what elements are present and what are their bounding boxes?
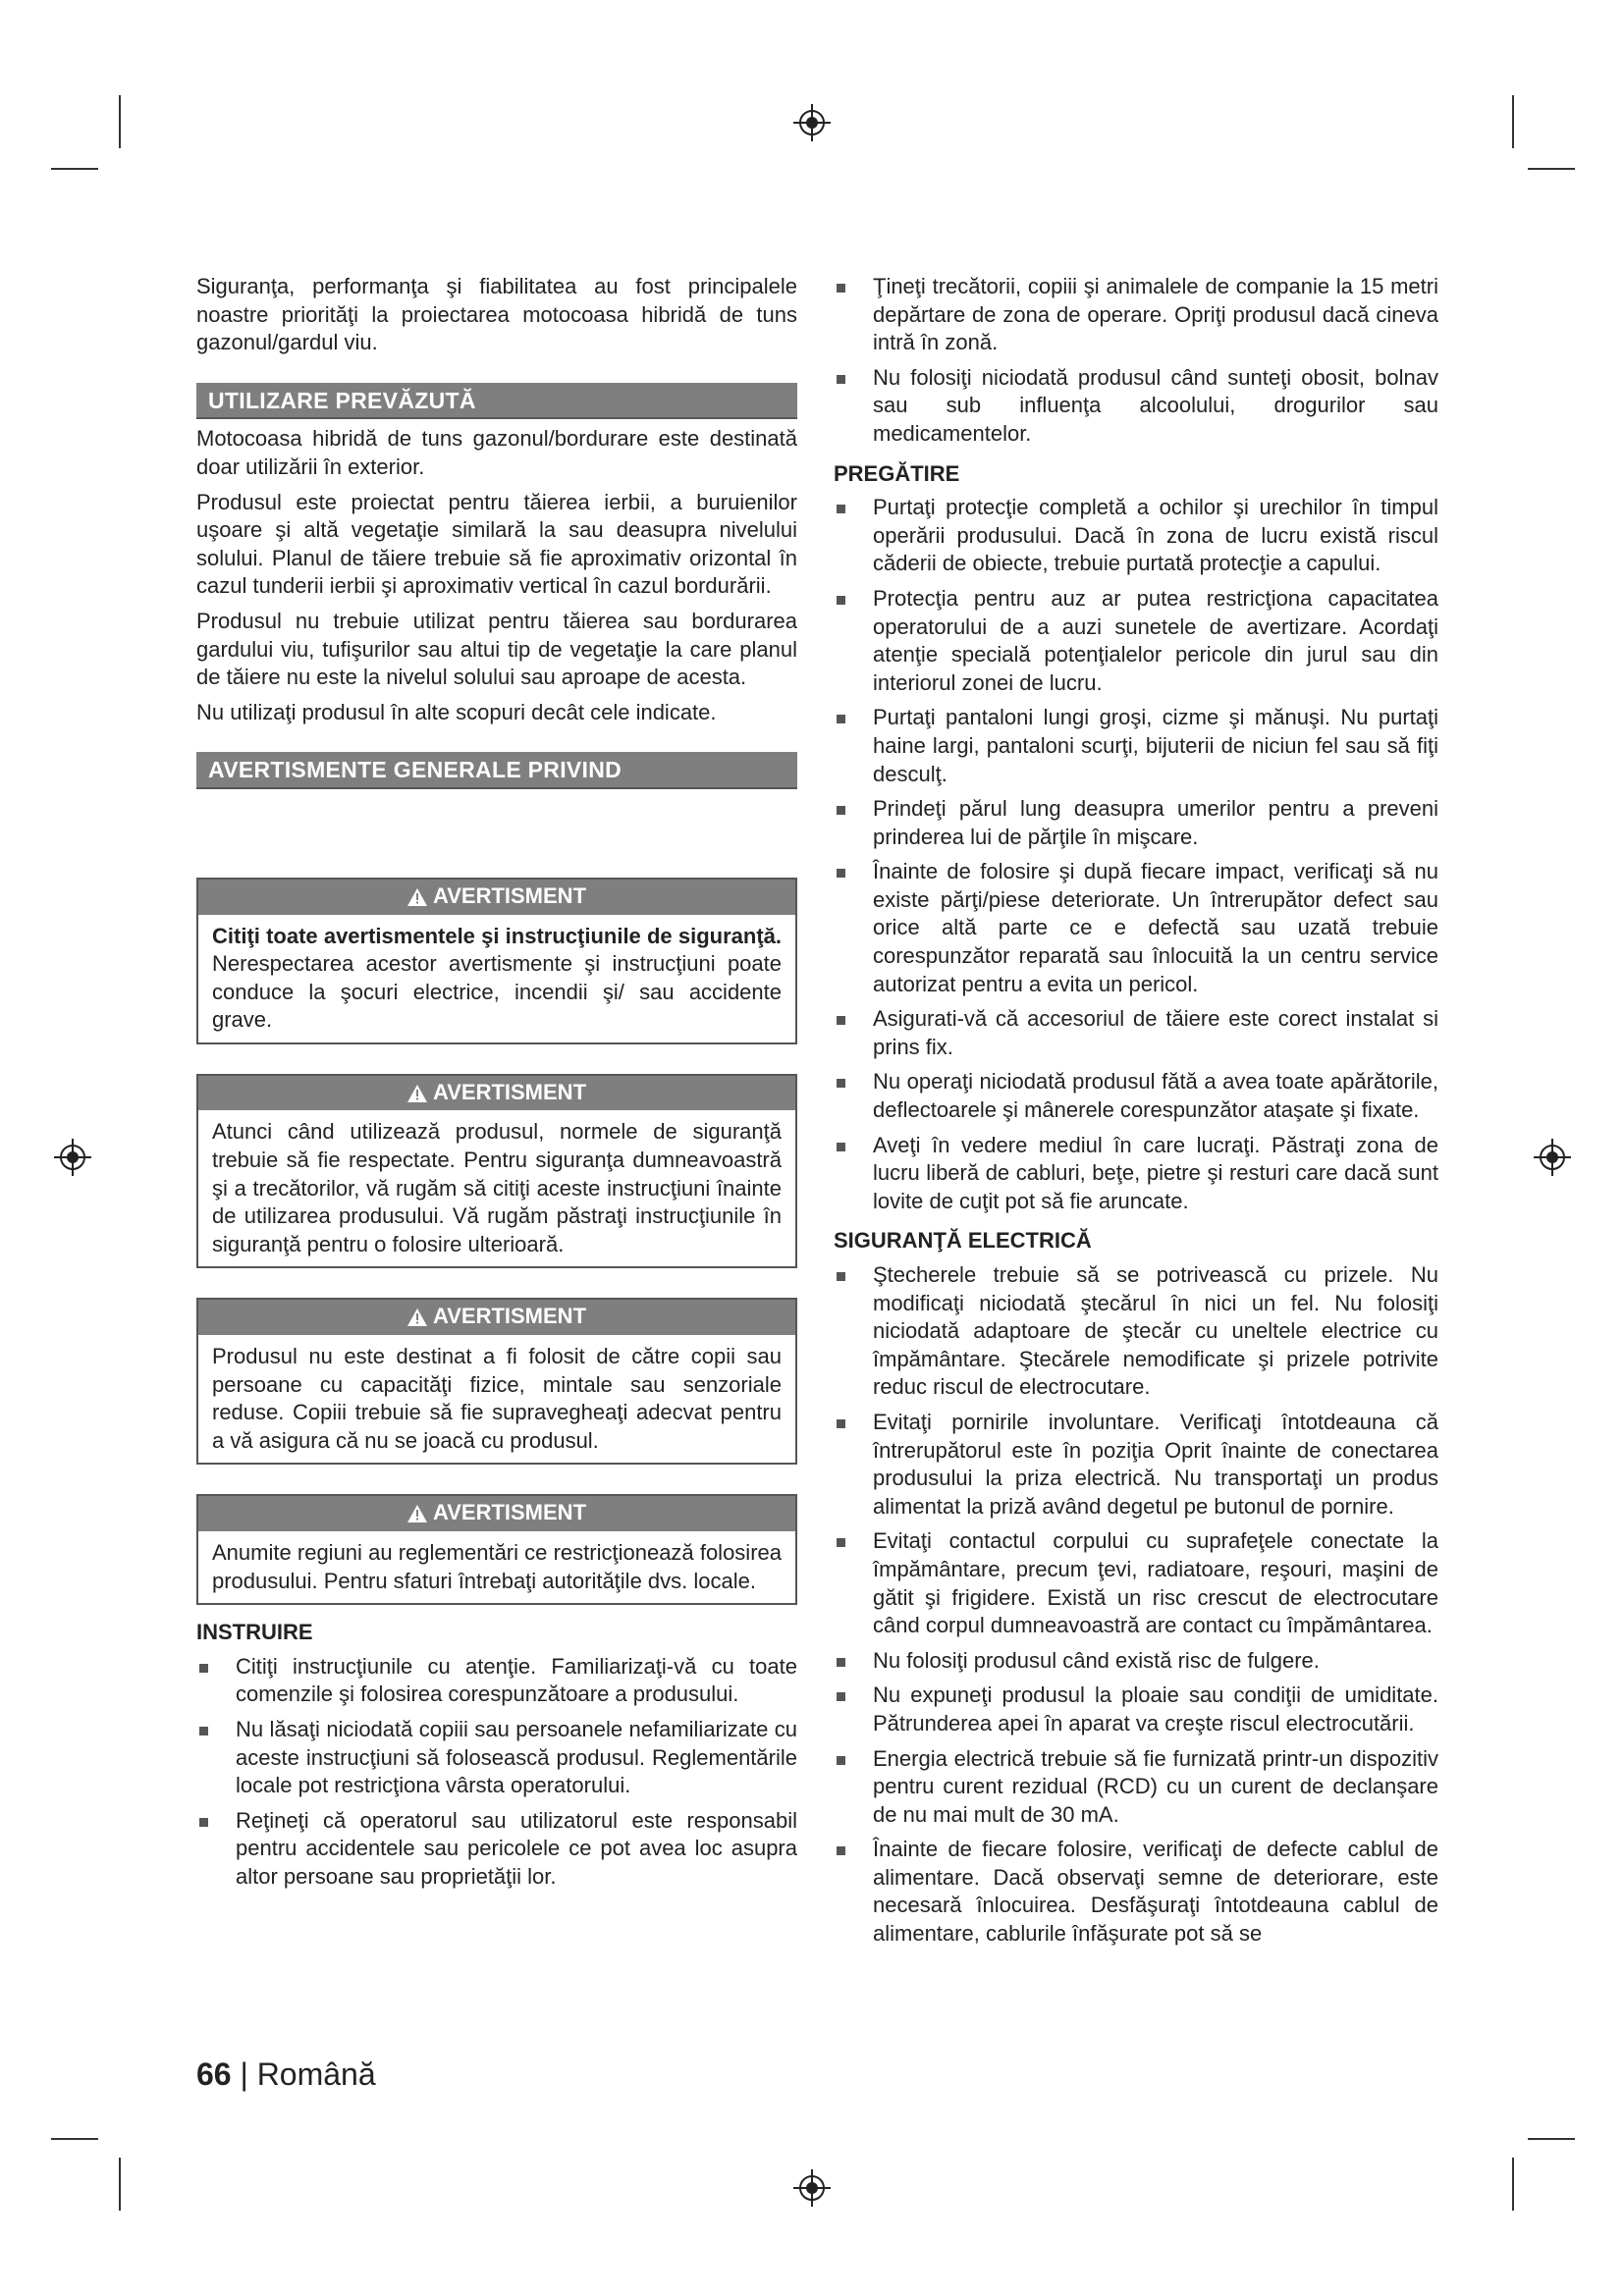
section-heading-intended-use: UTILIZARE PREVĂZUTĂ [196,383,797,420]
training-list [196,1653,797,1892]
list-item: Asigurati-vă că accesoriul de tăiere este corect instalat si prins fix. [834,1005,1438,1061]
page-footer [196,2056,376,2093]
list-item: Protecţia pentru auz ar putea restricţiona capacitatea operatorului de a auzi sunetele de avertizare. Acordaţi atenţie specială potenţialelor pericole din jurul sau din interiorul zonei de lucru. [834,585,1438,697]
warning-triangle-icon [407,1308,427,1326]
electrical-safety-list [834,1261,1438,1949]
warning-triangle-icon [407,888,427,906]
warning-box [196,1494,797,1605]
crop-mark [119,2158,121,2211]
footer-language: Română [256,2056,376,2092]
list-item: Purtaţi pantaloni lungi groşi, cizme şi mănuşi. Nu purtaţi haine largi, pantaloni scurţi, bijuterii de niciun fel sau să fiţi desculţ. [834,704,1438,788]
warning-header [198,1496,795,1531]
crop-mark [51,2138,98,2140]
intended-use-paragraph: Nu utilizaţi produsul în alte scopuri decât cele indicate. [196,699,717,724]
list-item: Energia electrică trebuie să fie furnizată printr-un dispozitiv pentru curent rezidual (RCD) cu un curent de declanşare de nu mai mult de 30 mA. [834,1745,1438,1830]
list-item: Înainte de folosire şi după fiecare impact, verificaţi să nu existe părţi/piese deteriorate. Un întrerupător defect sau orice altă parte ce e defectă sau uzată trebuie corespunzător reparată sau înlocuită la un centru service autorizat pentru a evita un pericol. [834,858,1438,998]
list-item: Ştecherele trebuie să se potrivească cu prizele. Nu modificaţi niciodată ştecărul în nici un fel. Nu folosiţi niciodată adaptoare de ştecăr cu uneltele electrice cu împământare. Ştecărele nemodificate şi prizele potrivite reduc riscul de electrocutare. [834,1261,1438,1402]
preparation-heading: PREGĂTIRE [834,460,960,486]
list-item: Nu expuneţi produsul la ploaie sau condiţii de umiditate. Pătrunderea apei în aparat va creşte riscul electrocutării. [834,1682,1438,1737]
warning-box [196,1298,797,1465]
warning-title: AVERTISMENT [432,1079,587,1104]
page-number: 66 [196,2056,232,2092]
list-item: Nu folosiţi produsul când există risc de fulgere. [834,1647,1438,1676]
list-item: Prindeţi părul lung deasupra umerilor pentru a preveni prinderea lui de părţile în mişcare. [834,795,1438,851]
warning-text: Atunci când utilizează produsul, normele de siguranţă trebuie să fie respectate. Pentru siguranţa dumneavoastră şi a trecătorilor, vă rugăm să citiţi aceste instrucţiuni înainte de utilizarea produsului. Vă rugăm păstraţi instrucţiunile în siguranţă pentru o folosire ulterioară. [212,1119,782,1256]
warning-body [198,1110,795,1266]
crop-mark [51,168,98,170]
training-heading: INSTRUIRE [196,1620,313,1645]
list-item: Nu lăsaţi niciodată copiii sau persoanele nefamiliarizate cu aceste instrucţiuni să folosească produsul. Reglementările locale pot restricţiona vârsta operatorului. [196,1716,797,1800]
warning-bold-text: Citiţi toate avertismentele şi instrucţiunile de siguranţă. [212,923,782,948]
warning-triangle-icon [407,1085,427,1102]
warning-header [198,1076,795,1111]
list-item: Ţineţi trecătorii, copiii şi animalele de companie la 15 metri depărtare de zona de operare. Opriţi produsul dacă cineva intră în zonă. [834,273,1438,357]
list-item: Reţineţi că operatorul sau utilizatorul este responsabil pentru accidentele sau pericolele ce pot avea loc asupra altor persoane sau proprietăţii lor. [196,1807,797,1892]
intended-use-paragraph: Produsul nu trebuie utilizat pentru tăierea sau bordurarea gardului viu, tufişurilor sau altui tip de vegetaţie la care planul de tăiere nu este la nivelul solului sau aproape de acesta. [196,608,797,690]
right-column [834,273,1438,1955]
list-item: Înainte de fiecare folosire, verificaţi de defecte cablul de alimentare. Dacă observaţi semne de deteriorare, este necesară înlocuirea. Desfăşuraţi întotdeauna cablul de alimentare, cablurile înfăşurate pot să se [834,1836,1438,1948]
registration-mark-icon [54,1139,91,1176]
list-item: Aveţi în vedere mediul în care lucraţi. Păstraţi zona de lucru liberă de cabluri, beţe, pietre şi resturi care dacă sunt lovite de cuţit pot să fie aruncate. [834,1132,1438,1216]
intended-use-paragraph: Produsul este proiectat pentru tăierea ierbii, a buruienilor uşoare şi altă vegetaţie similară la sau deasupra nivelului solului. Planul de tăiere trebuie să fie aproximativ orizontal în cazul tunderii ierbii şi aproximativ vertical în cazul bordurării. [196,489,797,599]
warning-body [198,1335,795,1463]
preparation-list [834,494,1438,1215]
list-item: Evitaţi pornirile involuntare. Verificaţi întotdeauna că întrerupătorul este în poziţia Oprit înainte de conectarea produsului la priza electrică. Nu transportaţi un produs alimentat la priză având degetul pe butonul de pornire. [834,1409,1438,1521]
crop-mark [1528,168,1575,170]
warning-header [198,880,795,915]
general-list [834,273,1438,449]
warning-title: AVERTISMENT [432,1500,587,1525]
list-item: Evitaţi contactul corpului cu suprafeţele conectate la împământare, precum ţevi, radiatoare, reşouri, maşini de gătit şi frigidere. Există un risc crescut de electrocutare când corpul dumneavoastră are contact cu împământarea. [834,1527,1438,1639]
warning-box [196,1074,797,1269]
footer-separator: | [240,2056,248,2092]
registration-mark-icon [793,104,831,141]
crop-mark [119,95,121,148]
electrical-safety-heading: SIGURANŢĂ ELECTRICĂ [834,1228,1092,1254]
warning-text: Nerespectarea acestor avertismente şi instrucţiuni poate conduce la şocuri electrice, incendii şi/ sau accidente grave. [212,951,782,1033]
warning-box [196,878,797,1044]
list-item: Nu operaţi niciodată produsul fătă a avea toate apărătorile, deflectoarele şi mânerele corespunzător ataşate şi fixate. [834,1068,1438,1124]
registration-mark-icon [793,2169,831,2207]
warning-text: Anumite regiuni au reglementări ce restricţionează folosirea produsului. Pentru sfaturi întrebaţi autorităţile dvs. locale. [212,1540,782,1593]
registration-mark-icon [1534,1139,1571,1176]
warning-body [198,1531,795,1603]
crop-mark [1528,2138,1575,2140]
warning-header [198,1300,795,1335]
warning-triangle-icon [407,1505,427,1522]
warning-text: Produsul nu este destinat a fi folosit de către copii sau persoane cu capacităţi fizice, mintale sau senzoriale reduse. Copiii trebuie să fie supravegheaţi adecvat pentru a vă asigura că nu se joacă cu produsul. [212,1344,782,1453]
warning-title: AVERTISMENT [432,1304,587,1329]
intended-use-paragraph: Motocoasa hibridă de tuns gazonul/bordurare este destinată doar utilizării în exterior. [196,426,797,479]
list-item: Purtaţi protecţie completă a ochilor şi urechilor în timpul operării produsului. Dacă în zona de lucru există riscul căderii de obiecte, trebuie purtată protecţie a capului. [834,494,1438,578]
list-item: Nu folosiţi niciodată produsul când sunteţi obosit, bolnav sau sub influenţa alcoolului, drogurilor sau medicamentelor. [834,364,1438,449]
crop-mark [1512,95,1514,148]
left-column [196,273,797,1898]
warning-title: AVERTISMENT [432,882,587,908]
warning-body [198,915,795,1042]
section-heading-general-warnings: AVERTISMENTE GENERALE PRIVIND [196,752,797,789]
crop-mark [1512,2158,1514,2211]
intro-paragraph: Siguranţa, performanţa şi fiabilitatea au fost principalele noastre priorităţi la proiectarea motocoasa hibridă de tuns gazonul/gardul viu. [196,274,797,355]
list-item: Citiţi instrucţiunile cu atenţie. Familiarizaţi-vă cu toate comenzile şi folosirea corespunzătoare a produsului. [196,1653,797,1709]
